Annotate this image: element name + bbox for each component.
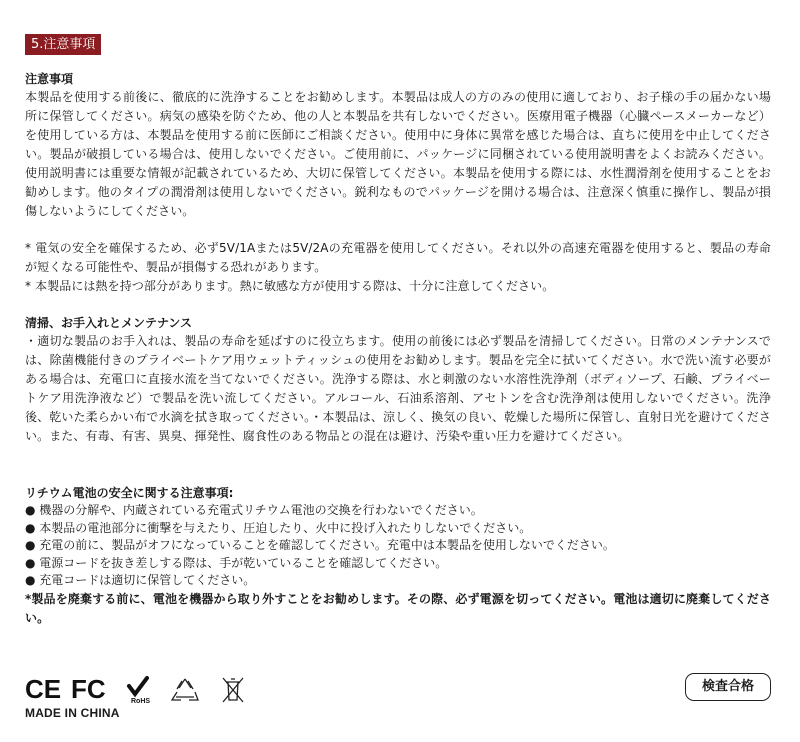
made-in-label: MADE IN CHINA	[25, 706, 120, 720]
weee-bin-icon	[223, 678, 243, 702]
section-badge: 5.注意事項	[25, 34, 101, 55]
notes-title: 注意事項	[25, 72, 74, 86]
battery-item: ● 機器の分解や、内蔵されている充電式リチウム電池の交換を行わないでください。	[25, 503, 483, 517]
battery-title: リチウム電池の安全に関する注意事項:	[25, 486, 234, 500]
svg-text:FC: FC	[71, 674, 106, 704]
svg-text:CE: CE	[25, 674, 62, 704]
battery-item: ● 電源コードを抜き差しする際は、手が乾いていることを確認してください。	[25, 555, 448, 570]
note-heat: * 本製品には熱を持つ部分があります。熱に敏感な方が使用する際は、十分に注意してください。	[25, 279, 555, 293]
cleaning-title: 清掃、お手入れとメンテナンス	[25, 316, 193, 330]
certification-icons	[25, 670, 265, 710]
battery-item: ● 本製品の電池部分に衝撃を与えたり、圧迫したり、火中に投げ入れたりしないでください。	[25, 520, 532, 535]
document-body	[25, 70, 771, 628]
ce-mark-icon	[25, 674, 61, 704]
battery-item: ● 充電の前に、製品がオフになっていることを確認してください。充電中は本製品を使用しないでください。	[25, 538, 615, 552]
battery-disposal-note: *製品を廃棄する前に、電池を機器から取り外すことをお勧めします。その際、必ず電源を切ってください。電池は適切に廃棄してください。	[25, 591, 771, 625]
svg-text:RoHS: RoHS	[131, 698, 151, 705]
notes-body: 本製品を使用する前後に、徹底的に洗浄することをお勧めします。本製品は成人の方のみの使用に適しており、お子様の手の届かない場所に保管してください。病気の感染を防ぐため、他の人と本製品を共有しないでください。医療用電子機器（心臓ペースメーカーなど）を使用している方は、本製品を使用する前に医師にご相談ください。使用中に身体に異常を感じた場合は、直ちに使用を中止してください。製品が破損している場合は、使用しないでください。ご使用前に、パッケージに同梱されている使用説明書をよくお読みください。使用説明書には重要な情報が記載されているため、大切に保管してください。本製品を使用する際には、水性潤滑剤を使用することをお勧めします。他のタイプの潤滑剤は使用しないでください。鋭利なものでパッケージを開ける場合は、注意深く慎重に操作し、製品が損傷しないようにしてください。	[25, 90, 771, 218]
battery-item: ● 充電コードは適切に保管してください。	[25, 573, 256, 587]
note-charger: * 電気の安全を確保するため、必ず5V/1Aまたは5V/2Aの充電器を使用してください。それ以外の高速充電器を使用すると、製品の寿命が短くなる可能性や、製品が損傷する恐れがあります。	[25, 241, 771, 274]
recycle-icon	[172, 679, 198, 700]
inspection-passed-stamp: 検査合格	[685, 673, 771, 701]
cleaning-body: ・適切な製品のお手入れは、製品の寿命を延ばすのに役立ちます。使用の前後には必ず製品を清掃してください。日常のメンテナンスでは、除菌機能付きのプライベートケア用ウェットティッシュの使用をお勧めします。製品を完全に拭いてください。水で洗い流す必要がある場合は、充電口に直接水流を当てないでください。洗浄する際は、水と刺激のない水溶性洗浄剤（ボディソープ、石鹸、プライベートケア用洗浄液など）で製品を洗い流してください。アルコール、石油系溶剤、アセトンを含む洗浄剤は使用しないでください。洗浄後、乾いた柔らかい布で水滴を拭き取ってください。・本製品は、涼しく、換気の良い、乾燥した場所に保管し、直射日光を避けてください。また、有毒、有害、異臭、揮発性、腐食性のある物品との混在は避け、汚染や重い圧力を避けてください。	[25, 334, 771, 443]
fc-mark-icon	[71, 674, 106, 704]
rohs-icon	[129, 678, 150, 705]
